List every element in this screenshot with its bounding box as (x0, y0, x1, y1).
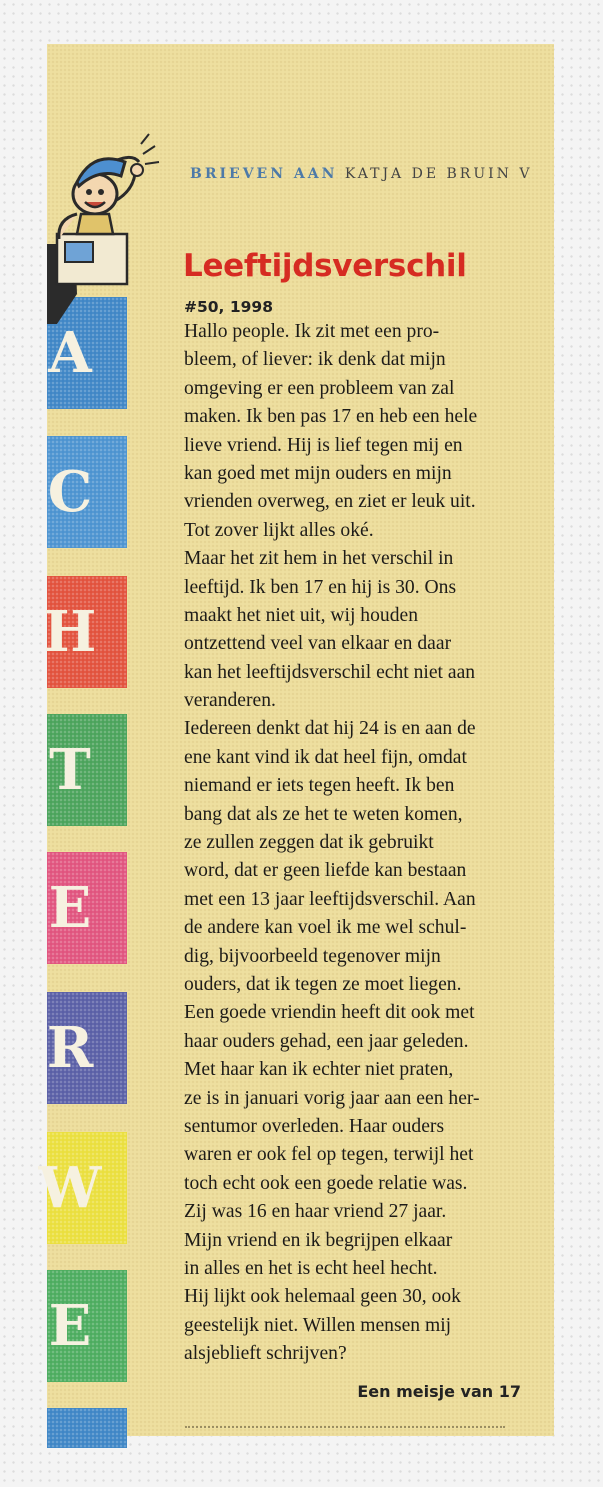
kicker-tail: V (519, 166, 533, 182)
letter-line: waren er ook fel op tegen, terwijl het (184, 1144, 474, 1166)
tile-letter: A (48, 320, 92, 386)
letter-line: maken. Ik ben pas 17 en heb een hele (184, 406, 478, 428)
letter-line: Hij lijkt ook helemaal geen 30, ook (184, 1286, 461, 1308)
letter-line: kan het leeftijdsverschil echt niet aan (184, 661, 476, 683)
letter-line: geestelijk niet. Willen mensen mij (184, 1314, 452, 1336)
tile-letter: E (48, 875, 92, 941)
tile-letter: R (46, 1015, 94, 1081)
letter-line: Tot zover lijkt alles oké. (184, 519, 374, 541)
letter-line: ze zullen zeggen dat ik gebruikt (184, 832, 434, 854)
letter-tile (47, 1408, 127, 1448)
letter-line: ontzettend veel van elkaar en daar (184, 633, 452, 655)
kicker-lead: BRIEVEN AAN (190, 166, 338, 182)
letter-tile (47, 1270, 127, 1382)
letter-line: vrienden overweg, en ziet er leuk uit. (184, 491, 476, 513)
section-kicker (190, 166, 533, 182)
letter-line: ze is in januari vorig jaar aan een her- (184, 1087, 480, 1109)
letter-line: bang dat als ze het te weten komen, (184, 803, 463, 825)
letter-line: Met haar kan ik echter niet praten, (184, 1059, 454, 1081)
cut-off-text (185, 1426, 505, 1434)
letter-line: alsjeblieft schrijven? (184, 1343, 347, 1365)
letter-line: Een goede vriendin heeft dit ook met (184, 1002, 475, 1024)
article-title: Leeftijdsverschil (183, 248, 467, 284)
letter-line: Maar het zit hem in het verschil in (184, 548, 454, 570)
letter-signature: Een meisje van 17 (357, 1382, 521, 1401)
letter-line: met een 13 jaar leeftijdsverschil. Aan (184, 888, 476, 910)
letter-tile (47, 852, 127, 964)
cartoon-mascot-icon (47, 94, 167, 334)
letter-line: veranderen. (184, 690, 276, 712)
letter-line: Zij was 16 en haar vriend 27 jaar. (184, 1201, 447, 1223)
kicker-name: KATJA DE BRUIN (344, 166, 512, 182)
letter-line: dig, bijvoorbeeld tegenover mijn (184, 945, 441, 967)
tile-letter: T (49, 737, 91, 803)
letter-tile (47, 436, 127, 548)
letter-line: Iedereen denkt dat hij 24 is en aan de (184, 718, 476, 740)
letter-line: sentumor overleden. Haar ouders (184, 1115, 445, 1137)
letter-line: leeftijd. Ik ben 17 en hij is 30. Ons (184, 576, 457, 598)
letter-line: ene kant vind ik dat heel fijn, omdat (184, 746, 467, 768)
letter-line: maakt het niet uit, wij houden (184, 604, 418, 626)
letter-line: word, dat er geen liefde kan bestaan (184, 860, 467, 882)
letter-line: de andere kan voel ik me wel schul- (184, 917, 467, 939)
tile-letter: C (47, 459, 93, 525)
letter-line: ouders, dat ik tegen ze moet liegen. (184, 973, 462, 995)
letter-tile (47, 714, 127, 826)
tile-letter: E (48, 1293, 92, 1359)
letter-tile (47, 992, 127, 1104)
tile-letter: W (38, 1155, 102, 1221)
newspaper-clipping (38, 44, 554, 1436)
letter-line: Mijn vriend en ik begrijpen elkaar (184, 1229, 453, 1251)
letter-line: lieve vriend. Hij is lief tegen mij en (184, 434, 463, 456)
issue-number: #50, 1998 (184, 298, 273, 316)
letter-line: haar ouders gehad, een jaar geleden. (184, 1030, 469, 1052)
letter-line: niemand er iets tegen heeft. Ik ben (184, 775, 455, 797)
letter-line: omgeving er een probleem van zal (184, 377, 455, 399)
letter-line: kan goed met mijn ouders en mijn (184, 462, 452, 484)
letter-body (184, 318, 554, 1368)
letter-tile (43, 576, 127, 688)
letter-tile (38, 1132, 127, 1244)
letter-line: in alles en het is echt heel hecht. (184, 1257, 438, 1279)
letter-line: toch echt ook een goede relatie was. (184, 1172, 468, 1194)
letter-line: Hallo people. Ik zit met een pro- (184, 321, 440, 342)
tile-letter: H (43, 599, 97, 665)
letter-line: bleem, of liever: ik denk dat mijn (184, 349, 446, 371)
